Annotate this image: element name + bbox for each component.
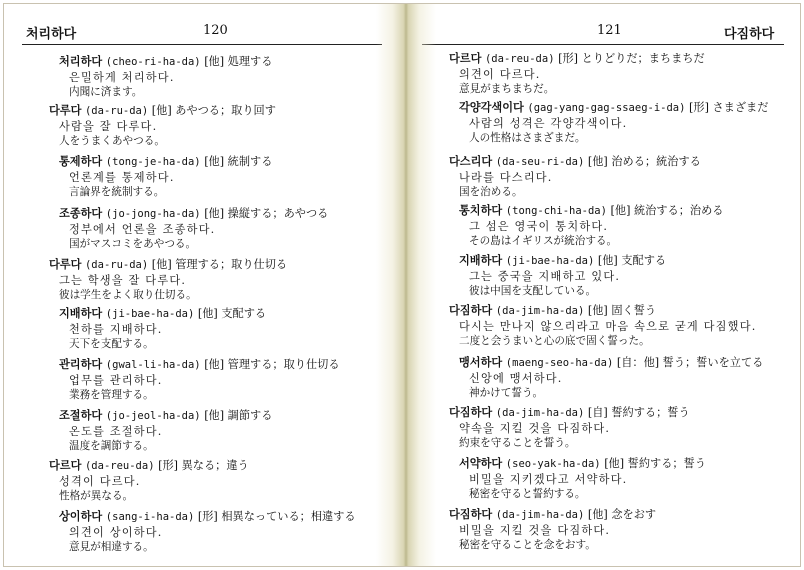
example-sentence: 언론계를 통제하다. xyxy=(69,171,175,184)
translation: 二度と会うまいと心の底で固く誓った。 xyxy=(459,335,650,347)
translation: 約束を守ることを誓う。 xyxy=(459,437,576,449)
dictionary-entry xyxy=(49,458,249,504)
example-sentence: 그는 중국을 지배하고 있다. xyxy=(469,270,621,283)
romanization: (da-jim-ha-da) xyxy=(495,407,585,419)
headword: 다짐하다 xyxy=(449,303,493,317)
gloss: [他] 調節する xyxy=(204,409,273,422)
translation: 性格が異なる。 xyxy=(59,490,134,502)
entry-head-line xyxy=(59,206,328,222)
dictionary-entry xyxy=(59,54,272,100)
headword: 서약하다 xyxy=(459,456,503,470)
dictionary-entry xyxy=(459,253,666,299)
entry-head-line xyxy=(459,355,763,371)
headword: 처리하다 xyxy=(59,54,103,68)
book-gutter-shadow xyxy=(376,4,436,566)
gloss: [他] 操縦する；あやつる xyxy=(204,207,329,220)
gloss: [他] あやつる；取り回す xyxy=(151,104,276,117)
gloss: [他] 管理する；取り仕切る xyxy=(204,358,340,371)
entry-head-line xyxy=(59,54,272,70)
entry-head-line xyxy=(49,257,287,273)
entry-head-line xyxy=(49,103,276,119)
dictionary-entry xyxy=(59,408,272,454)
translation: 国がマスコミをあやつる。 xyxy=(69,238,197,250)
romanization: (da-seu-ri-da) xyxy=(495,156,585,168)
right-header-rule xyxy=(422,44,784,45)
translation: 秘密を守ることを念をおす。 xyxy=(459,539,596,551)
example-sentence: 은밀하게 처리하다. xyxy=(69,71,175,84)
gloss: [他] 支配する xyxy=(197,307,267,320)
gloss: [形] さまざまだ xyxy=(689,101,769,114)
dictionary-entry xyxy=(459,355,763,401)
example-sentence: 그 섬은 영국이 통치하다. xyxy=(469,220,609,233)
gloss: [他] 念をおす xyxy=(587,508,657,521)
romanization: (jo-jong-ha-da) xyxy=(105,208,201,220)
left-header-rule xyxy=(22,44,382,45)
translation: 天下を支配する。 xyxy=(69,338,154,350)
example-sentence: 비밀을 지킬 것을 다짐하다. xyxy=(459,524,611,537)
example-sentence: 사람의 성격은 각양각색이다. xyxy=(469,117,628,130)
entry-head-line xyxy=(59,154,272,170)
example-sentence: 의견이 다르다. xyxy=(459,68,541,81)
example-sentence: 의견이 상이하다. xyxy=(69,526,163,539)
romanization: (gwal-li-ha-da) xyxy=(105,359,201,371)
headword: 다르다 xyxy=(449,51,482,65)
entry-head-line xyxy=(449,154,701,170)
romanization: (da-ru-da) xyxy=(84,105,149,117)
headword: 다짐하다 xyxy=(449,507,493,521)
dictionary-entry xyxy=(449,303,756,349)
headword: 지배하다 xyxy=(59,306,103,320)
romanization: (da-jim-ha-da) xyxy=(495,305,585,317)
headword: 조종하다 xyxy=(59,206,103,220)
translation: 内聞に済ます。 xyxy=(69,86,143,98)
left-page-header-title: 처리하다 xyxy=(26,27,77,42)
example-sentence: 다시는 만나지 않으리라고 마음 속으로 굳게 다짐했다. xyxy=(459,320,757,333)
entry-head-line xyxy=(459,203,724,219)
translation: その島はイギリスが統治する。 xyxy=(469,235,618,247)
headword: 다루다 xyxy=(49,257,82,271)
example-sentence: 비밀을 지키겠다고 서약하다. xyxy=(469,473,628,486)
right-page-header-title: 다짐하다 xyxy=(724,27,775,42)
dictionary-entry xyxy=(459,456,706,502)
entry-head-line xyxy=(59,357,340,373)
entry-head-line xyxy=(59,408,272,424)
entry-head-line xyxy=(449,303,756,319)
gloss: [形] とりどりだ；まちまちだ xyxy=(558,52,705,65)
romanization: (maeng-seo-ha-da) xyxy=(505,357,614,369)
headword: 다스리다 xyxy=(449,154,493,168)
dictionary-entry xyxy=(459,100,768,146)
gloss: [形] 異なる；違う xyxy=(158,459,249,472)
dictionary-entry xyxy=(49,257,287,303)
translation: 業務を管理する。 xyxy=(69,389,154,401)
translation: 彼は中国を支配している。 xyxy=(469,285,597,297)
entry-head-line xyxy=(459,253,666,269)
translation: 彼は学生をよく取り仕切る。 xyxy=(59,289,197,301)
dictionary-entry xyxy=(59,306,266,352)
headword: 지배하다 xyxy=(459,253,503,267)
headword: 통치하다 xyxy=(459,203,503,217)
romanization: (cheo-ri-ha-da) xyxy=(105,56,201,68)
dictionary-entry xyxy=(49,103,276,149)
example-sentence: 천하를 지배하다. xyxy=(69,323,163,336)
romanization: (da-ru-da) xyxy=(84,259,149,271)
entry-head-line xyxy=(459,456,706,472)
example-sentence: 성격이 다르다. xyxy=(59,475,141,488)
romanization: (sang-i-ha-da) xyxy=(105,511,195,523)
gloss: [他] 固く誓う xyxy=(587,304,657,317)
dictionary-entry xyxy=(59,154,272,200)
example-sentence: 신앙에 맹서하다. xyxy=(469,372,563,385)
headword: 다르다 xyxy=(49,458,82,472)
headword: 상이하다 xyxy=(59,509,103,523)
dictionary-entry xyxy=(459,203,724,249)
gloss: [他] 誓約する；誓う xyxy=(604,457,706,470)
romanization: (ji-bae-ha-da) xyxy=(505,255,595,267)
headword: 관리하다 xyxy=(59,357,103,371)
translation: 温度を調節する。 xyxy=(69,440,154,452)
entry-head-line xyxy=(59,306,266,322)
translation: 神かけて誓う。 xyxy=(469,387,544,399)
translation: 意見がまちまちだ。 xyxy=(459,83,555,95)
left-page xyxy=(4,4,402,566)
headword: 다루다 xyxy=(49,103,82,117)
gloss: [他] 支配する xyxy=(597,254,667,267)
gloss: [他] 処理する xyxy=(204,55,273,68)
example-sentence: 사람을 잘 다루다. xyxy=(59,120,158,133)
entry-head-line xyxy=(59,509,356,525)
entry-head-line xyxy=(459,100,768,116)
example-sentence: 그는 학생을 잘 다루다. xyxy=(59,274,187,287)
right-page xyxy=(404,4,801,566)
example-sentence: 업무를 관리하다. xyxy=(69,374,163,387)
entry-head-line xyxy=(449,51,705,67)
entry-head-line xyxy=(449,507,656,523)
romanization: (ji-bae-ha-da) xyxy=(105,308,195,320)
example-sentence: 온도를 조절하다. xyxy=(69,425,163,438)
dictionary-entry xyxy=(449,51,705,97)
right-page-number: 121 xyxy=(597,23,622,38)
translation: 人の性格はさまざまだ。 xyxy=(469,132,586,144)
gloss: [自：他] 誓う；誓いを立てる xyxy=(616,356,764,369)
open-book xyxy=(3,3,801,567)
romanization: (tong-chi-ha-da) xyxy=(505,205,607,217)
headword: 통제하다 xyxy=(59,154,103,168)
left-page-number: 120 xyxy=(203,23,228,38)
romanization: (seo-yak-ha-da) xyxy=(505,458,601,470)
headword: 각양각색이다 xyxy=(459,100,524,114)
entry-head-line xyxy=(49,458,249,474)
translation: 人をうまくあやつる。 xyxy=(59,135,165,147)
headword: 맹서하다 xyxy=(459,355,503,369)
example-sentence: 정부에서 언론을 조종하다. xyxy=(69,223,216,236)
dictionary-entry xyxy=(449,154,701,200)
translation: 国を治める。 xyxy=(459,186,523,198)
gloss: [他] 治める；統治する xyxy=(587,155,701,168)
headword: 조절하다 xyxy=(59,408,103,422)
romanization: (da-reu-da) xyxy=(484,53,555,65)
dictionary-entry xyxy=(59,509,356,555)
gloss: [他] 統制する xyxy=(204,155,273,168)
dictionary-entry xyxy=(449,405,690,451)
translation: 言論界を統制する。 xyxy=(69,186,165,198)
gloss: [他] 管理する；取り仕切る xyxy=(151,258,288,271)
romanization: (tong-je-ha-da) xyxy=(105,156,201,168)
romanization: (jo-jeol-ha-da) xyxy=(105,410,201,422)
example-sentence: 약속을 지킬 것을 다짐하다. xyxy=(459,422,611,435)
romanization: (da-reu-da) xyxy=(84,460,155,472)
romanization: (gag-yang-gag-ssaeg-i-da) xyxy=(527,102,686,114)
dictionary-entry xyxy=(449,507,656,553)
example-sentence: 나라를 다스리다. xyxy=(459,171,553,184)
dictionary-entry xyxy=(59,357,340,403)
dictionary-entry xyxy=(59,206,328,252)
gloss: [自] 誓約する；誓う xyxy=(587,406,690,419)
headword: 다짐하다 xyxy=(449,405,493,419)
gloss: [形] 相異なっている；相違する xyxy=(197,510,356,523)
translation: 意見が相違する。 xyxy=(69,541,154,553)
translation: 秘密を守ると誓約する。 xyxy=(469,488,586,500)
entry-head-line xyxy=(449,405,690,421)
gloss: [他] 統治する；治める xyxy=(610,204,724,217)
romanization: (da-jim-ha-da) xyxy=(495,509,585,521)
